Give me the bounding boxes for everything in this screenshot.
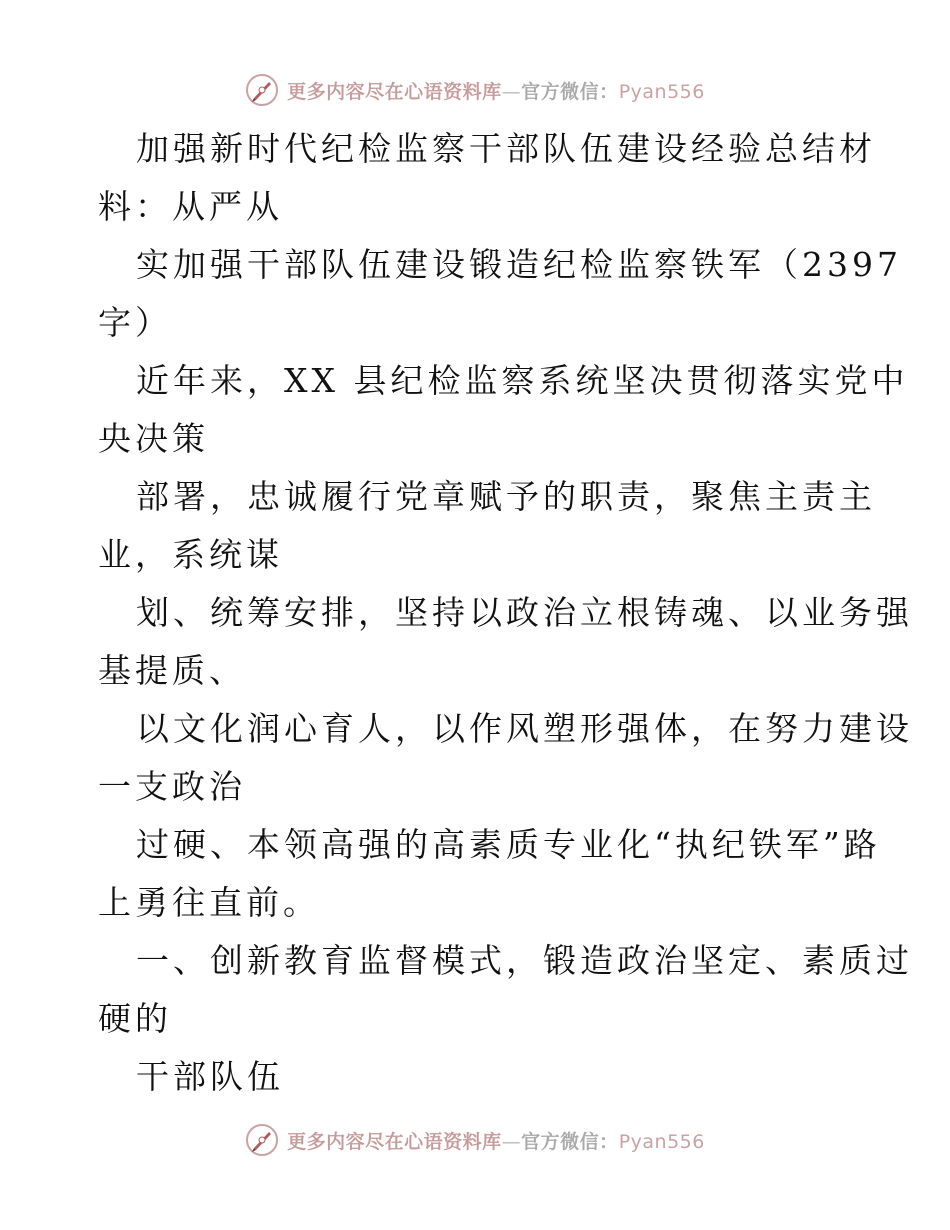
text-line: 以文化润心育人，以作风塑形强体，在努力建设 (136, 709, 913, 748)
text-line: 硬的 (98, 999, 172, 1038)
text-line: 央决策 (98, 419, 209, 458)
watermark-main: 更多内容尽在心语资料库 (287, 1130, 502, 1153)
watermark-id: Pyan556 (618, 1130, 705, 1153)
footer-watermark (0, 1120, 950, 1160)
watermark-main: 更多内容尽在心语资料库 (287, 80, 502, 103)
text-line: 一、创新教育监督模式，锻造政治坚定、素质过 (136, 941, 913, 980)
text-line: 近年来，XX 县纪检监察系统坚决贯彻落实党中 (136, 361, 909, 400)
text-line: 加强新时代纪检监察干部队伍建设经验总结材 (136, 129, 876, 168)
watermark-text (287, 1127, 705, 1154)
text-line: 业，系统谋 (98, 535, 283, 574)
watermark-side: 官方微信： (521, 1130, 619, 1153)
text-line: 料：从严从 (98, 187, 283, 226)
watermark-separator: — (501, 1130, 522, 1153)
quill-pen-logo-icon (245, 1123, 279, 1157)
quill-pen-logo-icon (245, 73, 279, 107)
text-line: 字） (98, 303, 172, 342)
watermark-text (287, 77, 705, 104)
document-body (98, 120, 913, 1106)
watermark-id: Pyan556 (618, 80, 705, 103)
text-line: 过硬、本领高强的高素质专业化“执纪铁军”路 (136, 825, 881, 864)
header-watermark (0, 70, 950, 110)
text-line: 部署，忠诚履行党章赋予的职责，聚焦主责主 (136, 477, 876, 516)
text-line: 干部队伍 (136, 1057, 284, 1096)
text-line: 基提质、 (98, 651, 246, 690)
watermark-separator: — (501, 80, 522, 103)
text-line: 上勇往直前。 (98, 883, 320, 922)
text-line: 一支政治 (98, 767, 246, 806)
text-line: 实加强干部队伍建设锻造纪检监察铁军（2397 (136, 245, 902, 284)
text-line: 划、统筹安排，坚持以政治立根铸魂、以业务强 (136, 593, 913, 632)
watermark-side: 官方微信： (521, 80, 619, 103)
